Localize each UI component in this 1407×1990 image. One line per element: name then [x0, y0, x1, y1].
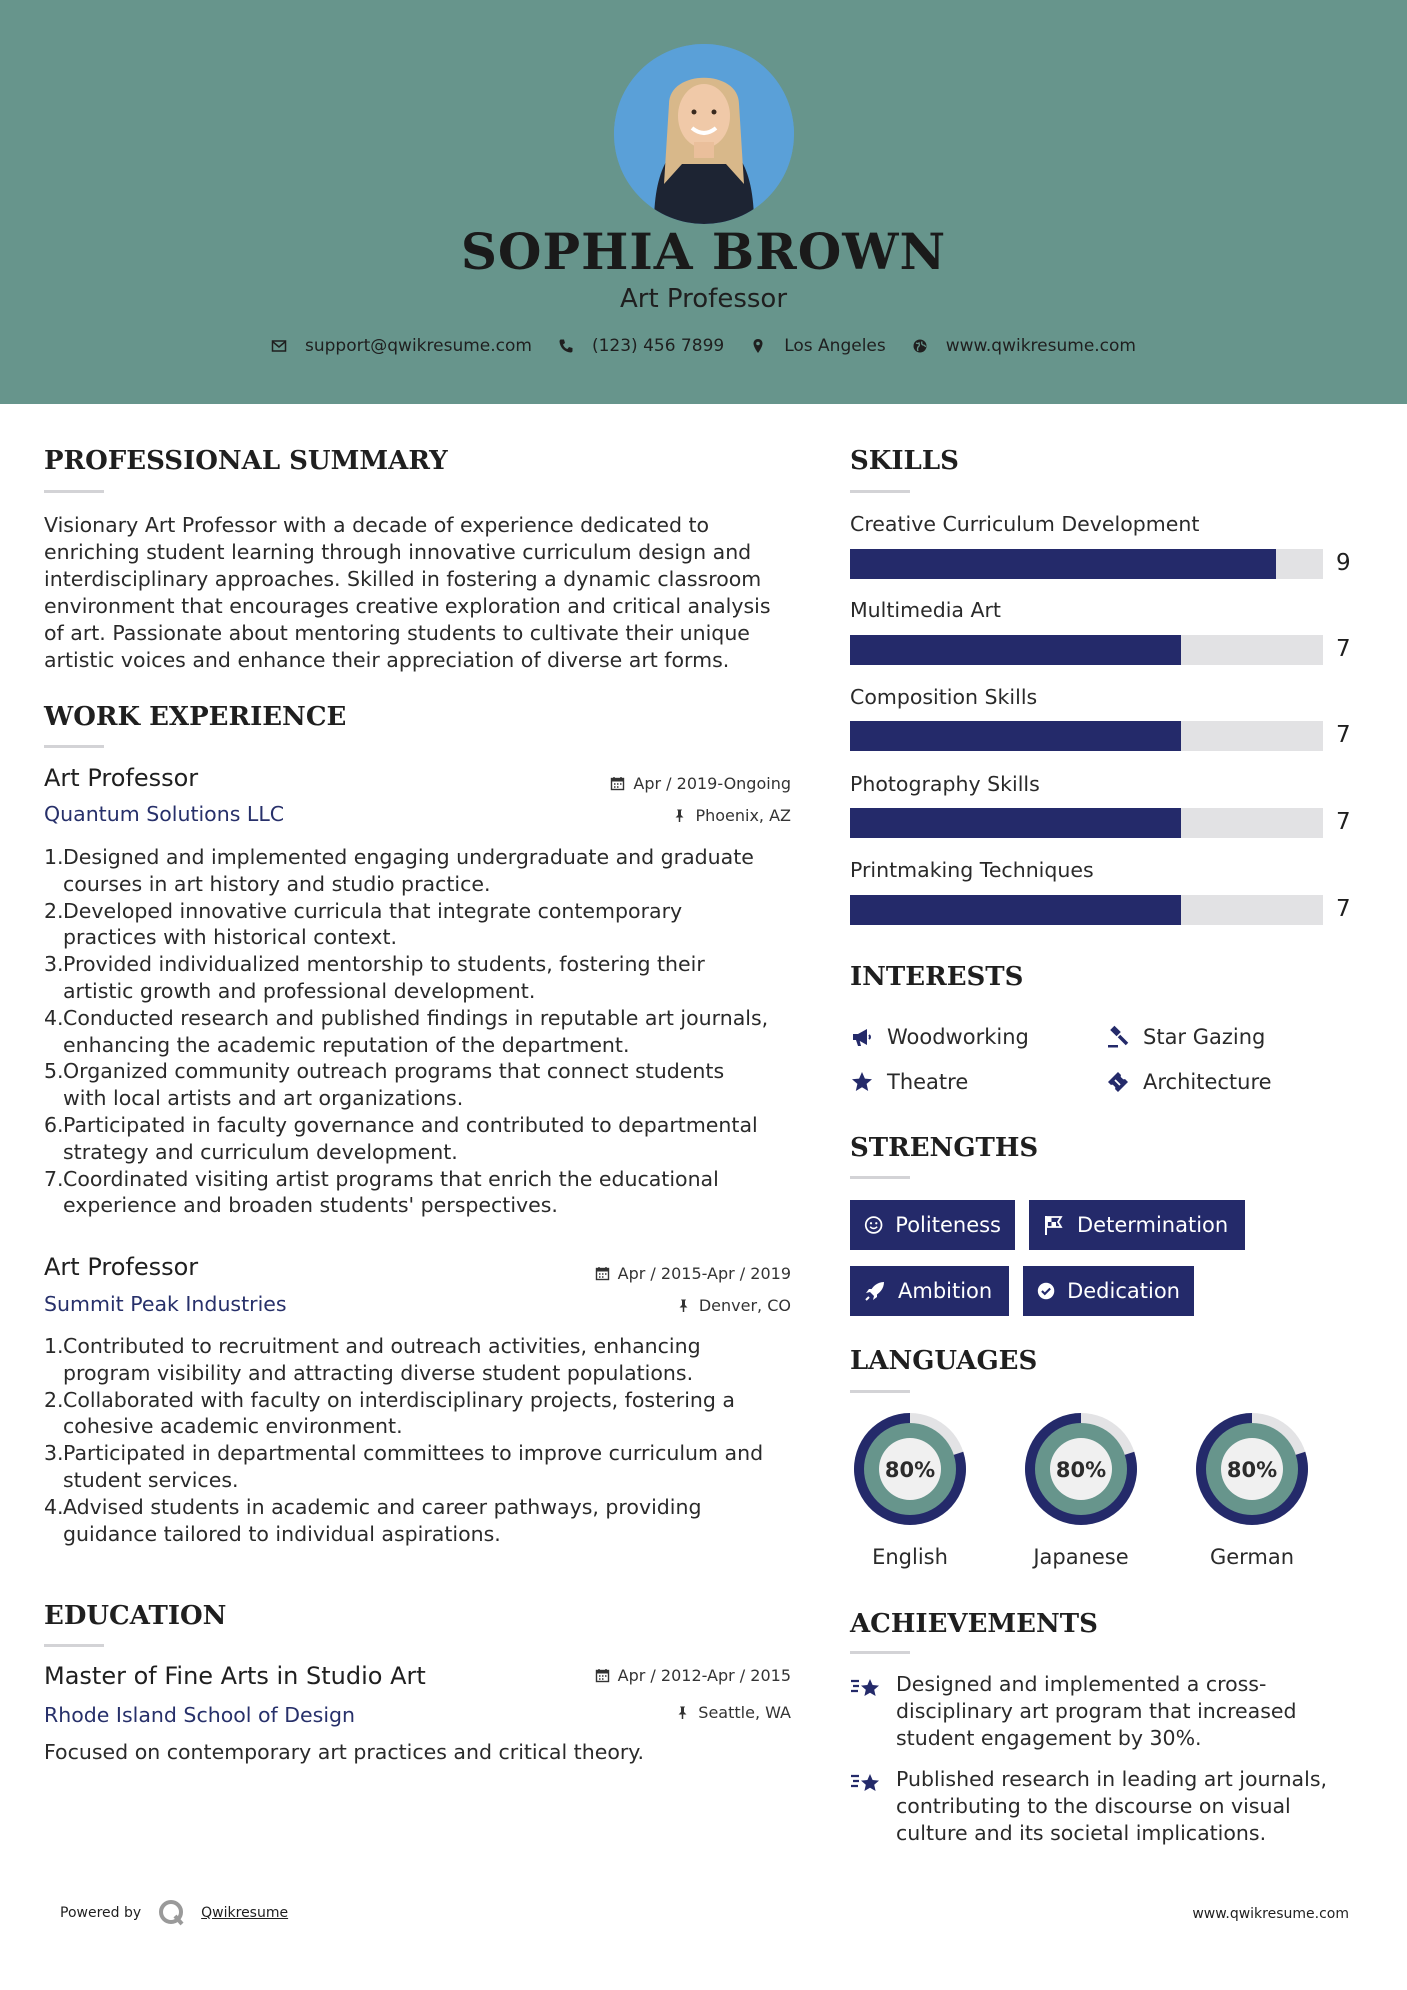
job-dates [595, 1264, 791, 1283]
strength-label: Dedication [1067, 1279, 1180, 1303]
skill-bar-fill [850, 635, 1181, 665]
strength-badge [1029, 1200, 1245, 1250]
star-icon [850, 1070, 874, 1094]
achievement-line: Designed and implemented a cross- [896, 1672, 1267, 1696]
languages-heading: LANGUAGES [850, 1346, 1038, 1376]
education-heading-rule [44, 1644, 104, 1647]
map-pin-icon [750, 338, 766, 354]
achievement-line: student engagement by 30%. [896, 1726, 1202, 1750]
achievement-line: contributing to the discourse on visual [896, 1794, 1291, 1818]
pushpin-icon [672, 808, 687, 823]
education-dates-text: Apr / 2012-Apr / 2015 [617, 1666, 791, 1685]
gavel-icon [1106, 1025, 1130, 1049]
rocket-icon [864, 1280, 886, 1302]
job-duties-list [44, 844, 804, 1219]
language-gauge [1019, 1407, 1143, 1531]
skill-bar-fill [850, 895, 1181, 925]
language-name: German [1209, 1545, 1295, 1569]
contact-bar [0, 336, 1407, 356]
summary-line: interdisciplinary approaches. Skilled in fostering a dynamic classroom [44, 567, 762, 591]
interest-item [1106, 1070, 1272, 1094]
profile-photo [614, 44, 794, 224]
education-location [675, 1703, 791, 1722]
ticket-icon [1106, 1070, 1130, 1094]
strength-label: Determination [1077, 1213, 1229, 1237]
language-name: English [872, 1545, 948, 1569]
qwikresume-link[interactable]: Qwikresume [201, 1905, 289, 1921]
job-dates-text: Apr / 2015-Apr / 2019 [617, 1264, 791, 1283]
list-item-line: Coordinated visiting artist programs that enrich the educational [63, 1166, 719, 1191]
list-item: 2. Collaborated with faculty on interdisciplinary projects, fostering a cohesive academic environment. [44, 1387, 804, 1441]
list-item-line: artistic growth and professional development. [63, 978, 536, 1003]
skill-level: 7 [1336, 722, 1351, 748]
skill-level: 7 [1336, 636, 1351, 662]
check-circle-icon [1037, 1280, 1055, 1302]
list-item-line: with local artists and art organizations. [63, 1086, 464, 1111]
language-percent: 80% [884, 1458, 936, 1482]
pushpin-icon [675, 1705, 690, 1720]
summary-line: enriching student learning through innovative curriculum design and [44, 540, 752, 564]
resume-header [0, 0, 1407, 404]
interest-item [850, 1025, 1029, 1049]
skill-bar [850, 549, 1323, 579]
list-item-line: Collaborated with faculty on interdisciplinary projects, fostering a [63, 1387, 735, 1412]
skill-level: 7 [1336, 896, 1351, 922]
strength-badge [850, 1266, 1009, 1316]
language-name: Japanese [1033, 1545, 1129, 1569]
company-name: Summit Peak Industries [44, 1292, 287, 1316]
company-name: Quantum Solutions LLC [44, 802, 285, 826]
qwikresume-logo-icon [157, 1898, 187, 1928]
pushpin-icon [676, 1298, 691, 1313]
contact-location-text: Los Angeles [784, 336, 886, 356]
interest-label: Woodworking [887, 1025, 1029, 1049]
skill-bar-fill [850, 721, 1181, 751]
list-item-line: strategy and curriculum development. [63, 1139, 458, 1164]
calendar-icon [610, 776, 625, 791]
contact-email[interactable] [271, 336, 532, 356]
strength-badge [850, 1200, 1015, 1250]
strengths-heading-rule [850, 1176, 910, 1179]
achievement-text [896, 1671, 1297, 1752]
list-item: 5. Organized community outreach programs that connect students with local artists and art organizations. [44, 1058, 804, 1112]
list-item-line: Developed innovative curricula that integrate contemporary [63, 898, 683, 923]
list-item: 3. Provided individualized mentorship to students, fostering their artistic growth and professional development. [44, 951, 804, 1005]
list-item-line: Contributed to recruitment and outreach activities, enhancing [63, 1334, 701, 1358]
skill-name: Multimedia Art [850, 598, 1001, 622]
summary-line: environment that encourages creative exploration and critical analysis [44, 594, 771, 618]
achievement-line: culture and its societal implications. [896, 1821, 1267, 1845]
education-location-text: Seattle, WA [698, 1703, 791, 1722]
job-dates-text: Apr / 2019-Ongoing [633, 774, 791, 793]
list-item: 2. Developed innovative curricula that integrate contemporary practices with historical context. [44, 898, 804, 952]
language-item [848, 1407, 972, 1569]
language-gauge [1190, 1407, 1314, 1531]
job-duties-list [44, 1333, 804, 1547]
job-location [672, 806, 791, 825]
strengths-heading: STRENGTHS [850, 1133, 1039, 1163]
skill-name: Photography Skills [850, 772, 1040, 796]
language-percent: 80% [1055, 1458, 1107, 1482]
education-note: Focused on contemporary art practices and critical theory. [44, 1740, 645, 1764]
footer-powered-by [60, 1898, 288, 1928]
list-item-line: courses in art history and studio practice. [63, 871, 491, 896]
candidate-title: Art Professor [619, 284, 788, 314]
calendar-icon [595, 1668, 610, 1683]
interest-label: Star Gazing [1143, 1025, 1266, 1049]
achievement-item [850, 1766, 1330, 1847]
job-location-text: Phoenix, AZ [695, 806, 791, 825]
skill-bar [850, 721, 1323, 751]
phone-icon [558, 338, 574, 354]
interest-item [1106, 1025, 1265, 1049]
language-percent: 80% [1226, 1458, 1278, 1482]
job-title: Art Professor [44, 764, 199, 792]
job-dates [610, 774, 791, 793]
list-item: 7. Coordinated visiting artist programs that enrich the educational experience and broaden students' perspectives. [44, 1166, 804, 1220]
interest-item [850, 1070, 968, 1094]
skill-name: Printmaking Techniques [850, 858, 1094, 882]
school-name: Rhode Island School of Design [44, 1703, 356, 1727]
interest-label: Architecture [1143, 1070, 1272, 1094]
degree-title: Master of Fine Arts in Studio Art [44, 1662, 426, 1690]
summary-line: of art. Passionate about mentoring students to cultivate their unique [44, 621, 750, 645]
contact-phone[interactable] [558, 336, 724, 356]
list-item-line: Conducted research and published findings in reputable art journals, [63, 1005, 769, 1030]
skill-bar [850, 895, 1323, 925]
education-dates [595, 1666, 791, 1685]
list-item-line: enhancing the academic reputation of the department. [63, 1032, 630, 1057]
achievements-heading-rule [850, 1651, 910, 1654]
interests-heading: INTERESTS [850, 962, 1024, 992]
job-location [676, 1296, 791, 1315]
contact-website[interactable] [912, 336, 1136, 356]
experience-heading-rule [44, 745, 104, 748]
achievement-line: Published research in leading art journals, [896, 1767, 1328, 1791]
skill-level: 9 [1336, 550, 1351, 576]
skill-bar-fill [850, 808, 1181, 838]
smile-icon [864, 1214, 883, 1236]
strength-label: Politeness [895, 1213, 1001, 1237]
globe-icon [912, 338, 928, 354]
list-item-line: cohesive academic environment. [63, 1414, 403, 1439]
languages-heading-rule [850, 1390, 910, 1393]
achievement-text [896, 1766, 1327, 1847]
list-item-line: guidance tailored to individual aspirations. [63, 1521, 501, 1546]
footer-website[interactable]: www.qwikresume.com [1192, 1906, 1349, 1922]
job-title: Art Professor [44, 1253, 199, 1281]
skill-level: 7 [1336, 809, 1351, 835]
list-item: 1. Contributed to recruitment and outreach activities, enhancing program visibility and attracting diverse student populations. [44, 1333, 804, 1387]
skill-name: Creative Curriculum Development [850, 512, 1200, 536]
list-item: 4. Advised students in academic and career pathways, providing guidance tailored to individual aspirations. [44, 1494, 804, 1548]
achievements-heading: ACHIEVEMENTS [850, 1609, 1098, 1639]
list-item-line: experience and broaden students' perspectives. [63, 1193, 558, 1218]
education-heading: EDUCATION [44, 1601, 227, 1631]
list-item-line: student services. [63, 1467, 239, 1492]
achievement-line: disciplinary art program that increased [896, 1699, 1297, 1723]
list-item: 1. Designed and implemented engaging undergraduate and graduate courses in art history and studio practice. [44, 844, 804, 898]
skills-heading: SKILLS [850, 446, 959, 476]
megaphone-icon [850, 1025, 874, 1049]
summary-heading: PROFESSIONAL SUMMARY [44, 446, 448, 476]
list-item-line: Advised students in academic and career pathways, providing [63, 1494, 702, 1519]
job-location-text: Denver, CO [698, 1296, 791, 1315]
list-item-line: Participated in departmental committees to improve curriculum and [63, 1441, 764, 1466]
achievement-item [850, 1671, 1330, 1752]
skill-bar [850, 635, 1323, 665]
list-item-line: Provided individualized mentorship to students, fostering their [63, 952, 705, 977]
summary-line: artistic voices and enhance their appreciation of diverse art forms. [44, 648, 730, 672]
summary-text [44, 512, 814, 674]
flag-icon [1043, 1214, 1065, 1236]
interest-label: Theatre [887, 1070, 969, 1094]
envelope-icon [271, 338, 287, 354]
contact-email-text: support@qwikresume.com [305, 336, 532, 356]
list-item: 4. Conducted research and published findings in reputable art journals, enhancing the academic reputation of the department. [44, 1005, 804, 1059]
list-item-line: program visibility and attracting diverse student populations. [63, 1360, 694, 1385]
contact-website-text: www.qwikresume.com [945, 336, 1136, 356]
list-item: 6. Participated in faculty governance and contributed to departmental strategy and curriculum development. [44, 1112, 804, 1166]
strength-badge [1023, 1266, 1194, 1316]
language-item [1019, 1407, 1143, 1569]
list-item-line: Participated in faculty governance and contributed to departmental [63, 1112, 758, 1137]
candidate-name: SOPHIA BROWN [460, 222, 947, 281]
skill-bar-fill [850, 549, 1276, 579]
summary-line: Visionary Art Professor with a decade of experience dedicated to [44, 513, 710, 537]
experience-heading: WORK EXPERIENCE [44, 702, 347, 732]
skills-heading-rule [850, 490, 910, 493]
powered-by-text: Powered by [60, 1905, 142, 1921]
summary-heading-rule [44, 490, 104, 493]
calendar-icon [595, 1266, 610, 1281]
contact-phone-text: (123) 456 7899 [591, 336, 725, 356]
contact-location [750, 336, 886, 356]
strength-label: Ambition [898, 1279, 993, 1303]
list-item-line: Designed and implemented engaging undergraduate and graduate [63, 845, 754, 869]
list-item: 3. Participated in departmental committees to improve curriculum and student services. [44, 1440, 804, 1494]
shooting-star-icon [850, 1768, 884, 1800]
list-item-line: Organized community outreach programs that connect students [63, 1059, 725, 1084]
shooting-star-icon [850, 1673, 884, 1705]
skill-bar [850, 808, 1323, 838]
language-gauge [848, 1407, 972, 1531]
skill-name: Composition Skills [850, 685, 1038, 709]
list-item-line: practices with historical context. [63, 925, 397, 950]
language-item [1190, 1407, 1314, 1569]
